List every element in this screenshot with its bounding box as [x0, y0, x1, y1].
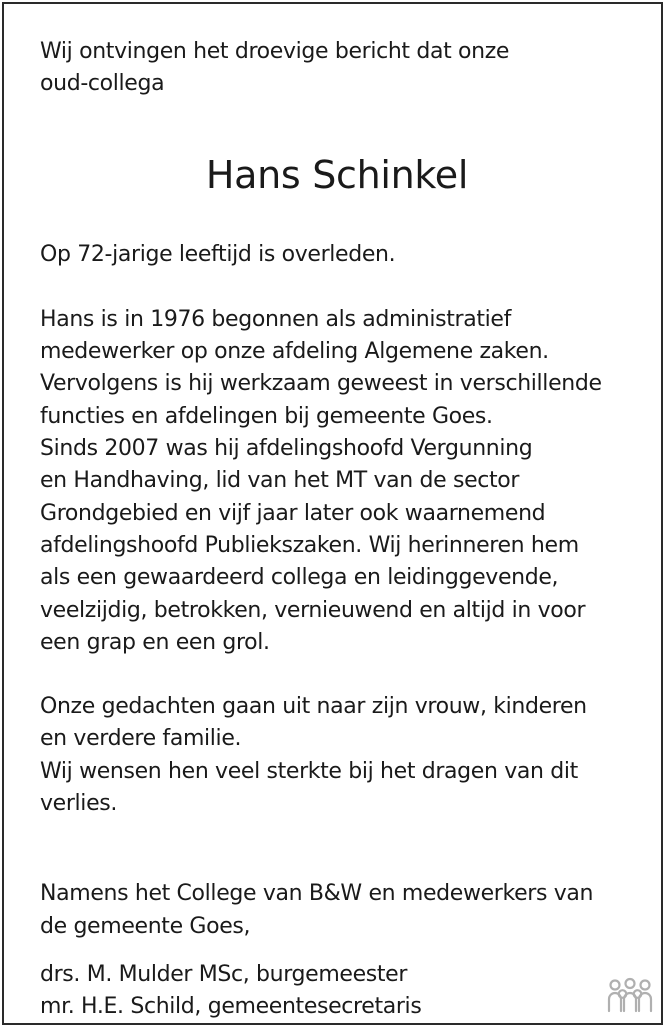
body-paragraph: [40, 304, 640, 659]
namens-line: de gemeente Goes,: [40, 913, 251, 939]
people-group-icon: [607, 977, 653, 1015]
body-line: als een gewaardeerd collega en leidinggevende,: [40, 565, 559, 591]
thoughts-line: Wij wensen hen veel sterkte bij het dragen van dit: [40, 758, 578, 784]
thoughts-line: verlies.: [40, 791, 118, 817]
intro-paragraph: [40, 36, 640, 101]
intro-line: oud-collega: [40, 71, 165, 97]
body-line: een grap en een grol.: [40, 629, 270, 655]
obituary-notice: [40, 36, 640, 1024]
body-line: Grondgebied en vijf jaar later ook waarnemend: [40, 500, 546, 526]
body-line: medewerker op onze afdeling Algemene zaken.: [40, 339, 549, 365]
thoughts-paragraph: [40, 691, 640, 820]
signatory-secretary: mr. H.E. Schild, gemeentesecretaris: [40, 994, 422, 1020]
signatories: [40, 959, 640, 1024]
deceased-name: Hans Schinkel: [205, 152, 469, 197]
age-line: Op 72-jarige leeftijd is overleden.: [40, 241, 396, 267]
body-line: en Handhaving, lid van het MT van de sector: [40, 468, 520, 494]
thoughts-line: Onze gedachten gaan uit naar zijn vrouw, kinderen: [40, 694, 587, 720]
thoughts-line: en verdere familie.: [40, 726, 242, 752]
body-line: functies en afdelingen bij gemeente Goes.: [40, 403, 493, 429]
namens-paragraph: [40, 878, 640, 943]
body-line: veelzijdig, betrokken, vernieuwend en altijd in voor: [40, 597, 586, 623]
body-line: Sinds 2007 was hij afdelingshoofd Vergunning: [40, 436, 533, 462]
body-line: Hans is in 1976 begonnen als administratief: [40, 306, 511, 332]
signatory-mayor: drs. M. Mulder MSc, burgemeester: [40, 961, 408, 987]
namens-line: Namens het College van B&W en medewerkers van: [40, 881, 594, 907]
intro-line: Wij ontvingen het droevige bericht dat onze: [40, 39, 510, 64]
body-line: Vervolgens is hij werkzaam geweest in verschillende: [40, 371, 602, 397]
body-line: afdelingshoofd Publiekszaken. Wij herinneren hem: [40, 532, 579, 558]
